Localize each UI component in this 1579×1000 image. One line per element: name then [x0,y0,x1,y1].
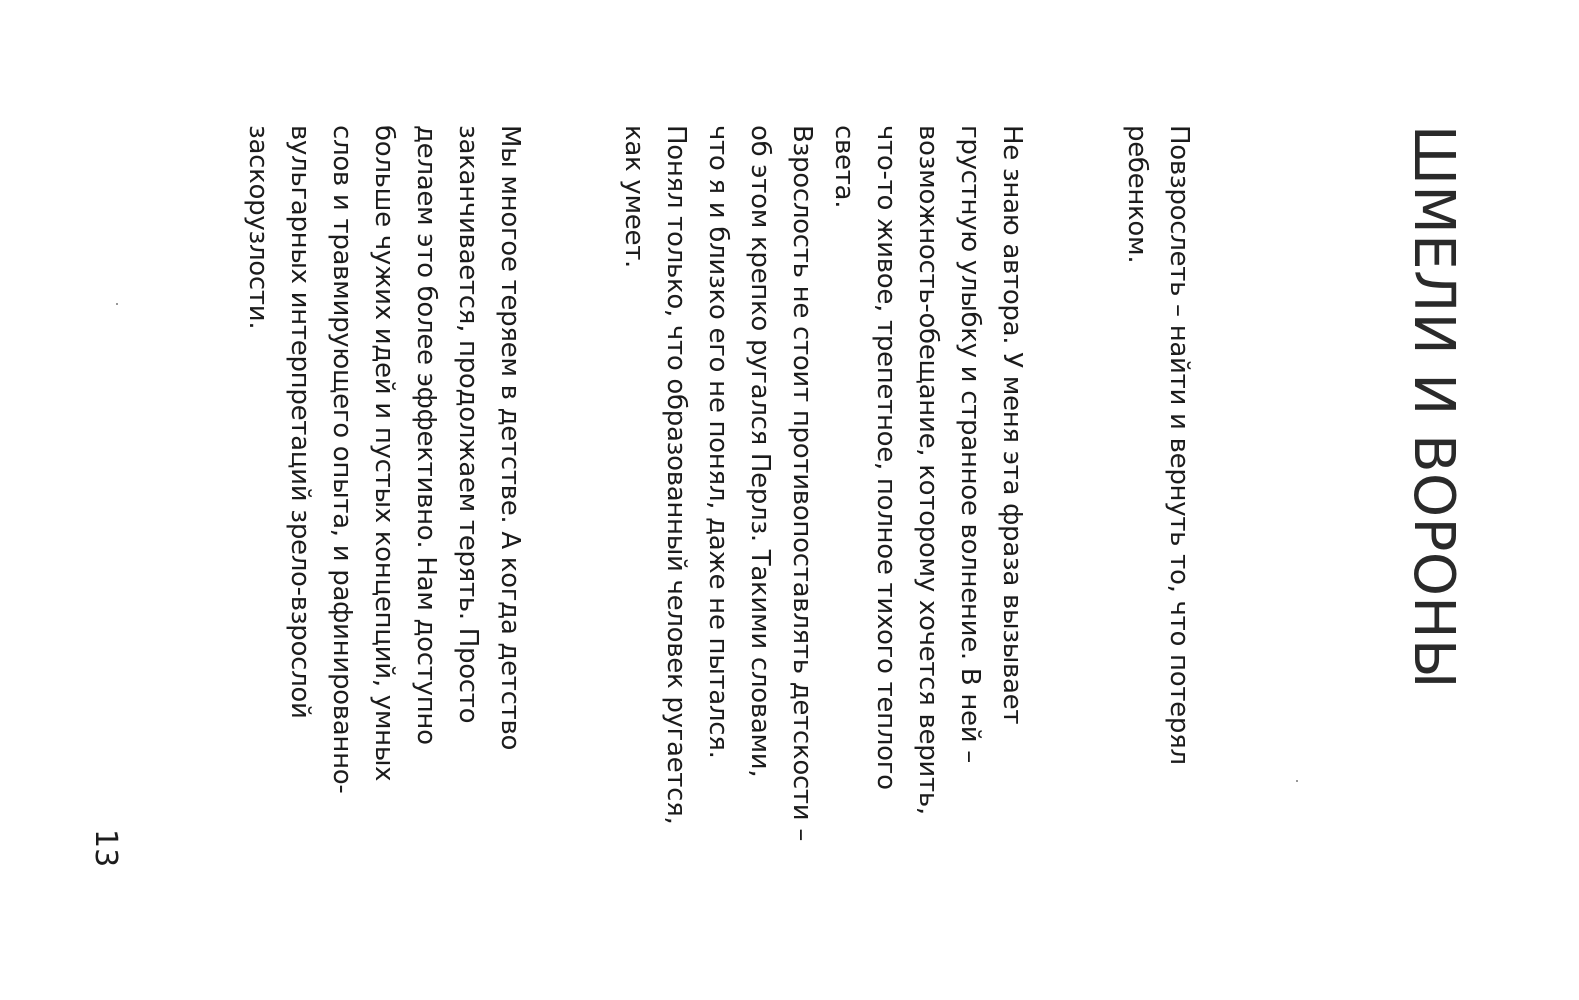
paragraph-2: Не знаю автора. У меня эта фраза вызывает грустную улыбку и странное волнение. В ней – возможность-обещание, которому хочется верить, что-то живое, трепетное, полное тихого теплого света. [829,125,1027,815]
page-number: 13 [88,829,123,868]
paragraph-3: Взрослость не стоит противопоставлять детскости – об этом крепко ругался Перлз. Такими словами, что я и близко его не понял, даже не пытался. Понял только, что образованный человек ругается, как умеет. [619,125,817,842]
paragraph-4: Мы многое теряем в детстве. А когда детство заканчивается, продолжаем терять. Просто делаем это более эффективно. Нам доступно больше чужих идей и пустых концепций, умных слов и травмирующего опыта, и рафинированно- вульгарных интерпретаций зрело-взрослой заскорузлости. [243,125,525,794]
paragraph-1: Повзрослеть – найти и вернуть то, что потерял ребенком. [1122,125,1194,765]
chapter-title: ШМЕЛИ И ВОРОНЫ [1401,125,1466,689]
